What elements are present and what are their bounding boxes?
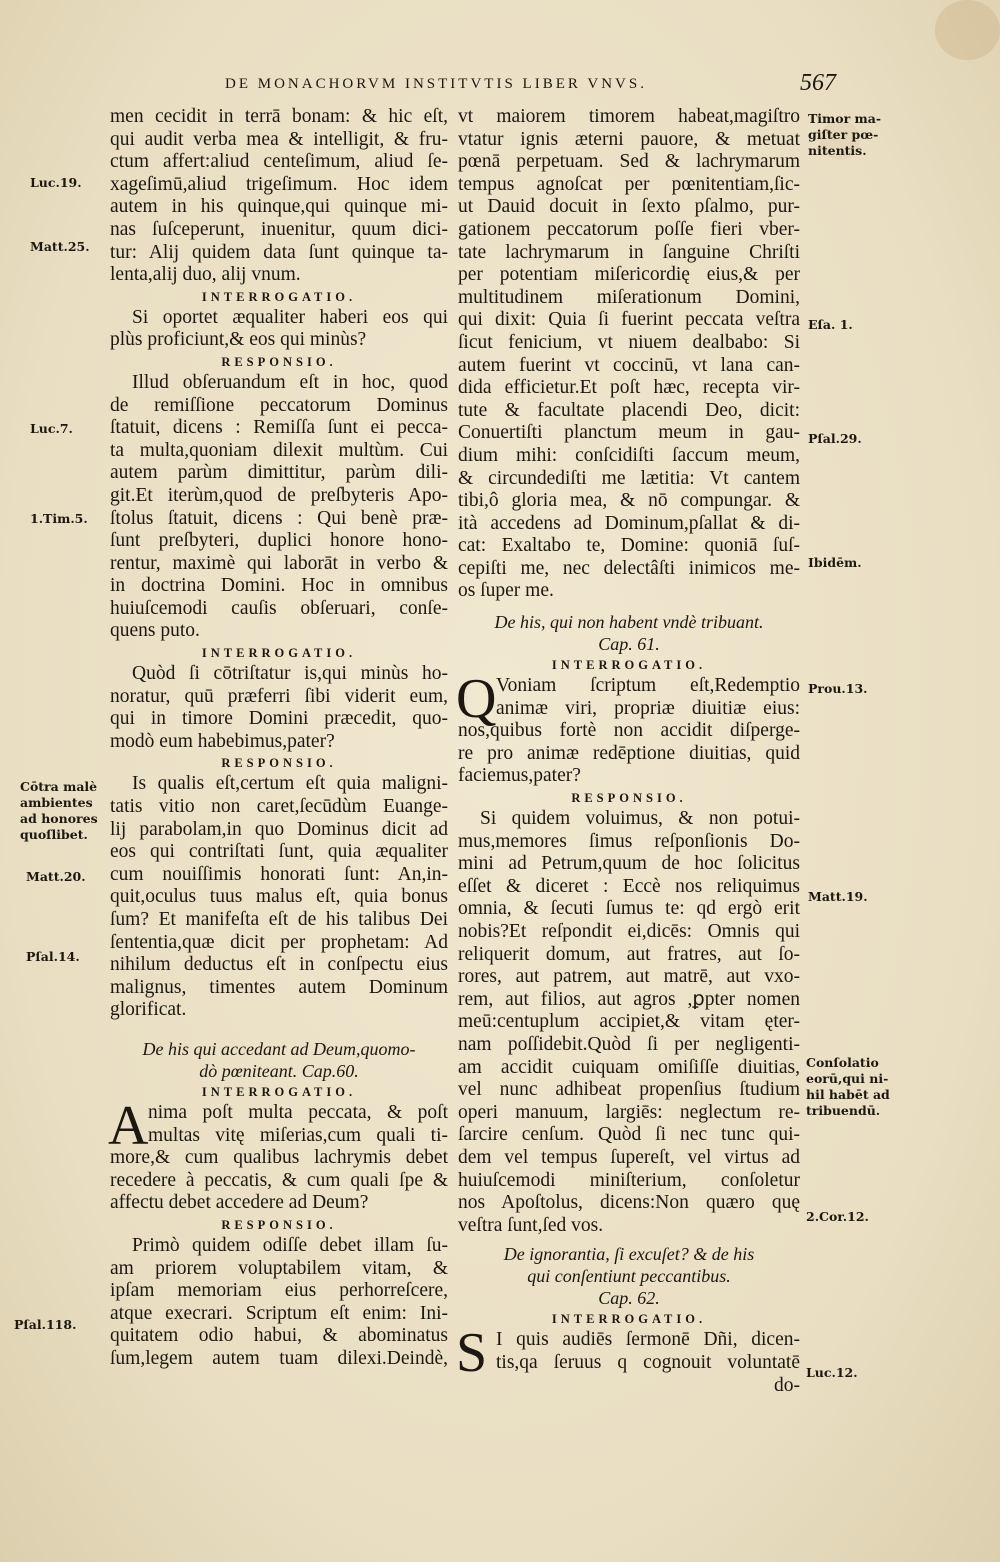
question-62 xyxy=(456,1322,800,1397)
text-line: quit,oculus tuus malus eſt, quia bonus xyxy=(110,886,448,908)
text-line: Primò quidem odiſſe debet illam ſu- xyxy=(132,1234,448,1256)
interrogatio-label: INTERROGATIO. xyxy=(551,1312,707,1327)
text-line: ità accedens ad Dominum,pſallat & di- xyxy=(458,512,800,534)
text-line: ſunt preſbyteri, duplici honore hono- xyxy=(110,530,448,552)
margin-note: quoſlibet. xyxy=(20,827,88,842)
margin-note: tribuendū. xyxy=(806,1103,881,1118)
text-line: multas vitę miſerias,cum quali ti- xyxy=(148,1124,448,1146)
text-line: rem, aut filios, aut agros ,ꝑpter nomen xyxy=(458,988,800,1010)
text-line: nima poſt multa peccata, & poſt xyxy=(148,1101,448,1123)
response-2 xyxy=(110,773,448,1022)
text-line: ſum? Et manifeſta eſt de his talibus Dei xyxy=(110,909,448,930)
text-line: ſum,legem autem tuam dilexi.Deindè, xyxy=(110,1347,448,1369)
margin-note: ad honores xyxy=(20,811,98,826)
text-line: tute & facultate placendi Deo, dicit: xyxy=(458,399,800,421)
text-line: ſtatuit, dicens : Remiſſa ſunt ei pecca- xyxy=(110,417,448,439)
text-line: nos Apoſtolus, dicens:Non quæro quę xyxy=(458,1192,800,1214)
text-line: nobis?Et reſpondit ei,dicēs: Omnis qui xyxy=(458,921,800,942)
drop-cap: A xyxy=(108,1094,149,1157)
text-line: operi manuum, largiēs: neglectum re- xyxy=(458,1101,800,1123)
text-line: modò eum habebimus,pater? xyxy=(110,730,335,752)
text-line: pœnā perpetuam. Sed & lachrymarum xyxy=(458,151,800,173)
question-2 xyxy=(110,663,448,753)
question-3 xyxy=(108,1094,448,1215)
text-line: vt maiorem timorem habeat,magiſtro xyxy=(458,106,800,127)
text-line: ut Dauid docuit in ſexto pſalmo, pur- xyxy=(458,196,800,218)
text-line: Si quidem voluimus, & non potui- xyxy=(480,808,800,830)
margin-note: hil habēt ad xyxy=(806,1087,890,1102)
chapter-61-heading: Cap. 61. xyxy=(598,634,660,655)
text-line: autem parùm dimittitur, parùm dili- xyxy=(110,462,448,484)
text-line: qui audit verba mea & intelligit, & fru- xyxy=(110,128,448,150)
text-line: atque execrari. Scriptum eſt enim: Ini- xyxy=(110,1302,448,1324)
chapter-62-heading: qui conſentiunt peccantibus. xyxy=(527,1266,731,1287)
text-line: dem vel tempus ſupereſt, vel virtus ad xyxy=(458,1146,800,1168)
interrogatio-label: INTERROGATIO. xyxy=(201,646,357,661)
margin-note: Cōtra malè xyxy=(20,779,98,794)
interrogatio-label: INTERROGATIO. xyxy=(201,1084,357,1099)
text-line: cum nouiſſimis honorati ſunt: An,in- xyxy=(110,863,448,885)
chapter-60-heading: dò pœniteant. Cap.60. xyxy=(199,1060,359,1081)
text-line: huiuſcemodi cauſis obſeruari, conſe- xyxy=(110,597,448,619)
text-line: plùs proficiunt,& eos qui minùs? xyxy=(110,329,367,351)
text-line: ſarcire cenſum. Quòd ſi nec tunc qui- xyxy=(458,1124,800,1146)
text-line: noratur, quū præferri ſibi viderit eum, xyxy=(110,685,448,707)
text-line: tate lachrymarum in ſanguine Chriſti xyxy=(458,241,800,263)
right-paragraph-1 xyxy=(458,106,800,603)
text-line: Conuertiſti planctum meum in gau- xyxy=(458,422,800,444)
text-line: dium mihi: conſcidiſti ſaccum meum, xyxy=(458,444,800,466)
text-line: eſſet & diceret : Eccè nos reliquimus xyxy=(458,875,800,897)
right-column xyxy=(458,106,800,1397)
text-line: meū:centuplum accipiet,& vitam ęter- xyxy=(458,1011,800,1033)
text-line: tatis vitio non caret,ſecūdùm Euange- xyxy=(110,796,448,818)
text-line: & circundediſti me lætitia: Vt cantem xyxy=(458,467,800,489)
text-line: qui dixit: Quia ſi fuerint peccata veſtra xyxy=(458,309,800,331)
text-line: veſtra ſunt,ſed vos. xyxy=(458,1214,604,1236)
text-line: glorificat. xyxy=(110,999,187,1021)
text-line: qui in timore Domini præcedit, quo- xyxy=(110,708,448,730)
text-line: gationem peccatorum poſſe fieri vber- xyxy=(458,218,800,240)
text-line: re pro animæ redēptione diuitias, quid xyxy=(458,742,800,764)
text-line: rentur, maximè qui laborāt in verbo & xyxy=(110,552,448,574)
text-line: git.Et iterùm,quod de preſbyteris Apo- xyxy=(110,484,448,506)
chapter-61-heading: De his, qui non habent vndè tribuant. xyxy=(494,612,764,633)
text-line: malignus, timentes autem Dominum xyxy=(110,976,448,998)
text-line: Quòd ſi cōtriſtatur is,qui minùs ho- xyxy=(132,663,448,685)
text-line: dida efficietur.Et poſt hæc, recepta vir- xyxy=(458,377,800,399)
margin-note: Matt.19. xyxy=(808,889,868,904)
response-1 xyxy=(110,372,448,643)
text-line: lij parabolam,in quo Dominus dicit ad xyxy=(110,818,448,840)
margin-note: Luc.7. xyxy=(30,421,73,436)
responsio-label: RESPONSIO. xyxy=(571,791,687,806)
text-line: Illud obſeruandum eſt in hoc, quod xyxy=(132,371,448,393)
text-line: more,& cum qualibus lachrymis debet xyxy=(110,1147,448,1169)
margin-note: Pſal.14. xyxy=(26,949,80,964)
folio-number: 567 xyxy=(800,70,836,96)
margin-note: 1.Tim.5. xyxy=(30,511,88,526)
text-line: ctum affert:aliud centeſimum, aliud ſe- xyxy=(110,151,448,173)
response-61 xyxy=(458,808,800,1237)
text-line: recedere à peccatis, & cum quali ſpe & xyxy=(110,1169,448,1191)
margin-note: eorū,qui ni- xyxy=(806,1071,889,1086)
text-line: de remiſſione peccatorum Dominus xyxy=(110,394,448,416)
text-line: I quis audiēs ſermonē Dñi, dicen- xyxy=(496,1329,800,1351)
left-column xyxy=(110,106,448,1371)
margin-note: giſter pœ- xyxy=(808,127,879,142)
margin-note: Pſal.118. xyxy=(14,1317,77,1332)
question-1 xyxy=(110,307,448,352)
text-line: xageſimū,aliud trigeſimum. Hoc idem xyxy=(110,173,448,195)
text-line: vtatur ignis æterni pauore, & metuat xyxy=(458,128,800,150)
text-line: quitatem odio habui, & abominatus xyxy=(110,1325,448,1347)
catchword: do- xyxy=(774,1374,800,1396)
left-paragraph-1 xyxy=(110,106,448,287)
text-line: vel nunc adhibeat propenſius ſtudium xyxy=(458,1079,800,1101)
text-line: am priorem voluptabilem vitam, & xyxy=(110,1257,448,1279)
text-line: mus,memores ſimus reſponſionis Do- xyxy=(458,830,800,852)
text-line: ta multa,quoniam dilexit multùm. Cui xyxy=(110,439,448,461)
text-line: ipſam memoriam eius perhorreſcere, xyxy=(110,1280,448,1302)
responsio-label: RESPONSIO. xyxy=(221,354,337,369)
margin-note: Matt.25. xyxy=(30,239,90,254)
stain xyxy=(935,0,1000,60)
text-line: Si oportet æqualiter haberi eos qui xyxy=(132,306,448,328)
text-line: faciemus,pater? xyxy=(458,765,581,787)
text-line: tis,qa ſeruus q cognouit voluntatē xyxy=(496,1351,800,1373)
text-line: Is qualis eſt,certum eſt quia maligni- xyxy=(132,773,448,795)
chapter-62-heading: Cap. 62. xyxy=(598,1288,660,1309)
text-line: cat: Exaltabo te, Domine: quoniā ſuſ- xyxy=(458,535,800,557)
text-line: nas ſuſceperunt, inuenitur, quum dici- xyxy=(110,218,448,240)
margin-note: Prou.13. xyxy=(808,681,868,696)
text-line: ſtolus ſtatuit, dicens : Qui benè præ- xyxy=(110,507,448,529)
text-line: tur: Alij quidem data ſunt quinque ta- xyxy=(110,241,448,263)
responsio-label: RESPONSIO. xyxy=(221,756,337,771)
drop-cap: Q xyxy=(456,668,497,731)
response-3 xyxy=(110,1235,448,1371)
text-line: tempus agnoſcat per pœnitentiam,ſic- xyxy=(458,173,800,195)
text-line: os ſuper me. xyxy=(458,580,554,602)
margin-note: 2.Cor.12. xyxy=(806,1209,869,1224)
drop-cap: S xyxy=(456,1322,488,1385)
text-line: quens puto. xyxy=(110,620,200,642)
margin-note: Conſolatio xyxy=(806,1055,879,1070)
question-61 xyxy=(456,668,800,788)
text-line: mini ad Petrum,quum de hoc ſolicitus xyxy=(458,853,800,875)
text-line: nos,quibus fortè non accidit diſperge- xyxy=(458,720,800,742)
margin-note: Matt.20. xyxy=(26,869,86,884)
text-line: am accidit cuiquam omiſiſſe diuitias, xyxy=(458,1056,800,1078)
margin-note: Timor ma- xyxy=(808,111,882,126)
text-line: cepiſti me, nec delectâſti inimicos me- xyxy=(458,557,800,579)
interrogatio-label: INTERROGATIO. xyxy=(551,658,707,673)
responsio-label: RESPONSIO. xyxy=(221,1217,337,1232)
text-line: autem fuerint vt coccinū, vt lana can- xyxy=(458,354,800,376)
text-line: autem in his quinque,qui quinque mi- xyxy=(110,196,448,218)
margin-note: Pſal.29. xyxy=(808,431,862,446)
text-line: men cecidit in terrā bonam: & hic eſt, xyxy=(110,106,448,127)
text-line: eos qui contriſtati ſunt, quia æqualiter xyxy=(110,841,448,863)
running-title: DE MONACHORVM INSTITVTIS LIBER VNVS. xyxy=(225,76,647,92)
text-line: affectu debet accedere ad Deum? xyxy=(110,1192,369,1214)
text-line: nam poſſidebit.Quòd ſi per negligenti- xyxy=(458,1033,800,1055)
text-line: animæ viri, propriæ diuitiæ eius: xyxy=(496,697,800,719)
chapter-62-heading: De ignorantia, ſi excuſet? & de his xyxy=(503,1244,755,1265)
interrogatio-label: INTERROGATIO. xyxy=(201,289,357,304)
margin-note: ambientes xyxy=(20,795,93,810)
text-line: per potentiam miſericordię eius,& per xyxy=(458,264,800,286)
margin-note: Luc.19. xyxy=(30,175,82,190)
text-line: ſicut fenicium, vt niuem dealbabo: Si xyxy=(458,331,800,353)
margin-note: Ibidēm. xyxy=(808,555,862,570)
text-line: huiuſcemodi miniſterium, conſoletur xyxy=(458,1169,800,1191)
text-line: tibi,ô gloria mea, & nō compungar. & xyxy=(458,490,800,512)
text-line: ſententia,quæ dicit per prophetam: Ad xyxy=(110,931,448,953)
text-line: lenta,alij duo, alij vnum. xyxy=(110,264,301,286)
text-line: omnia, & ſecuti ſumus te: qd ergò erit xyxy=(458,898,800,920)
text-line: multitudinem miſerationum Domini, xyxy=(458,286,800,308)
chapter-60-heading: De his qui accedant ad Deum,quomo- xyxy=(142,1038,416,1059)
text-line: Voniam ſcriptum eſt,Redemptio xyxy=(496,675,800,697)
margin-note: Luc.12. xyxy=(806,1365,858,1380)
text-line: in doctrina Domini. Hoc in omnibus xyxy=(110,575,448,597)
margin-note: nitentis. xyxy=(808,143,867,158)
text-line: rores, aut patrem, aut matrē, aut vxo- xyxy=(458,966,800,988)
text-line: reliquerit domum, aut fratres, aut ſo- xyxy=(458,943,800,965)
margin-note: Eſa. 1. xyxy=(808,317,853,332)
text-line: nihilum deductus eſt in conſpectu eius xyxy=(110,954,448,976)
